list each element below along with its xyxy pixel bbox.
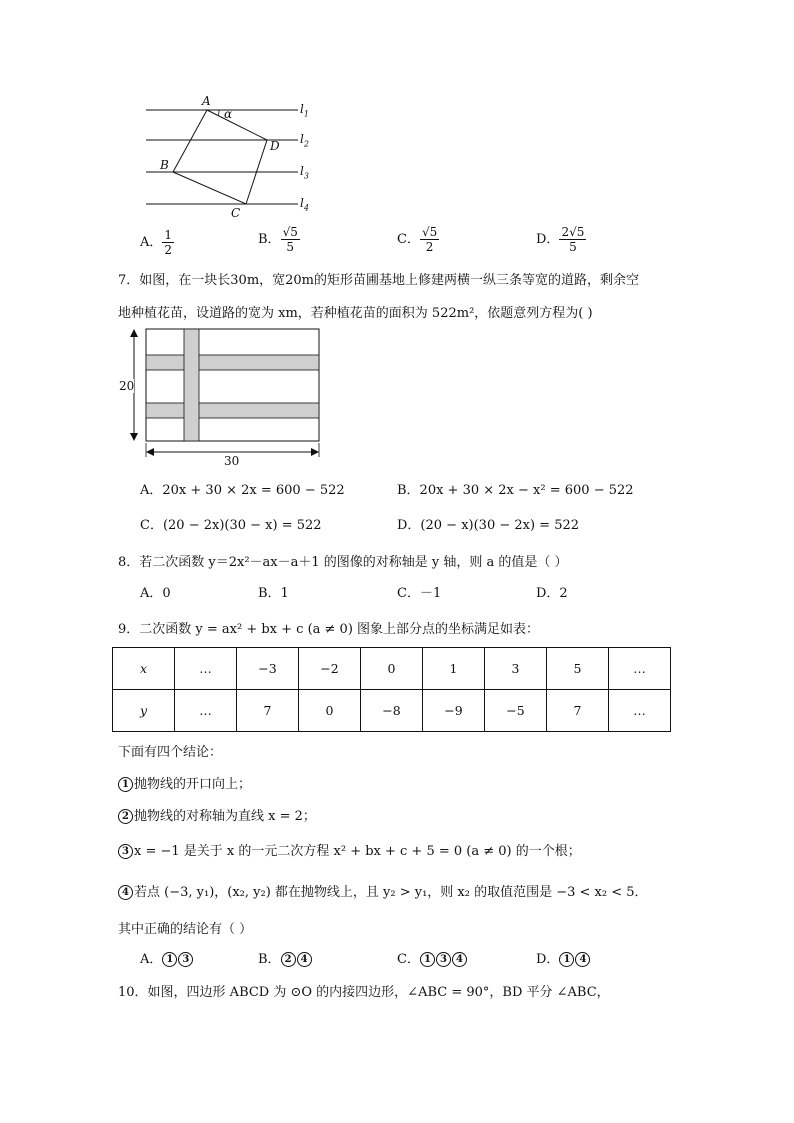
circled-number: 1 <box>118 777 133 792</box>
q6-option-d[interactable]: D． $\frac{2√5}{5}$ <box>536 225 585 254</box>
table-cell: 5 <box>547 648 609 690</box>
table-header-x: x <box>113 648 175 690</box>
field-rectangle <box>146 329 319 441</box>
q9-option-b[interactable]: B． 2 4 <box>258 948 313 967</box>
q9-option-d[interactable]: D． 1 4 <box>536 948 591 967</box>
point-b-label: B <box>160 158 169 172</box>
q9-conclusion-3: 3 x = −1 是关于 x 的一元二次方程 x² + bx + c + 5 = 0 (a ≠ 0) 的一个根； <box>118 840 581 859</box>
circled-number: 4 <box>118 885 133 900</box>
quadrilateral-abcd <box>173 110 267 204</box>
q7-stem-line2: 地种植花苗，设道路的宽为 xm，若种植花苗的面积为 522m²，依题意列方程为( ) <box>118 306 593 321</box>
q7-option-d[interactable]: D．(20 − x)(30 − 2x) = 522 <box>397 518 580 533</box>
table-row-y <box>113 690 671 732</box>
q7-height-label: 20 <box>119 379 135 393</box>
table-cell: … <box>609 648 671 690</box>
q6-option-a[interactable]: A． $\frac{1}{2}$ <box>140 228 173 257</box>
q8-option-a[interactable]: A．0 <box>140 586 171 601</box>
point-d-label: D <box>270 139 280 153</box>
q9-intro: 下面有四个结论： <box>118 745 223 760</box>
q9-conclusion-1: 1 抛物线的开口向上； <box>118 773 251 792</box>
q8-option-c[interactable]: C．－1 <box>397 586 442 601</box>
table-cell: 0 <box>299 690 361 732</box>
line-l2-label: $l_2$ <box>300 132 309 149</box>
q7-figure <box>118 325 328 465</box>
q7-width-label: 30 <box>224 454 240 468</box>
table-cell: −9 <box>423 690 485 732</box>
q7-option-c[interactable]: C．(20 − 2x)(30 − x) = 522 <box>140 518 322 533</box>
table-header-y: y <box>113 690 175 732</box>
circled-number: 3 <box>118 844 133 859</box>
circled-number: 2 <box>118 809 133 824</box>
angle-alpha-label: α <box>224 107 233 121</box>
table-cell: … <box>175 648 237 690</box>
q8-option-b[interactable]: B．1 <box>258 586 289 601</box>
line-l4-label: $l_4$ <box>300 196 309 213</box>
q9-conclusion-2: 2 抛物线的对称轴为直线 x = 2； <box>118 805 316 824</box>
line-l1-label: $l_1$ <box>300 102 309 119</box>
q9-option-c[interactable]: C． 1 3 4 <box>397 948 468 967</box>
q9-ask: 其中正确的结论有（ ） <box>118 922 253 937</box>
q7-stem-line1: 7．如图，在一块长30m，宽20m的矩形苗圃基地上修建两横一纵三条等宽的道路，剩余空 <box>118 273 640 288</box>
q8-option-d[interactable]: D．2 <box>536 586 568 601</box>
point-c-label: C <box>231 206 241 220</box>
table-cell: 7 <box>237 690 299 732</box>
q9-stem: 9．二次函数 y = ax² + bx + c (a ≠ 0) 图象上部分点的坐标满足如表： <box>118 622 540 637</box>
q7-option-a[interactable]: A．20x + 30 × 2x = 600 − 522 <box>140 483 345 498</box>
q8-stem: 8．若二次函数 y＝2x²－ax－a＋1 的图像的对称轴是 y 轴，则 a 的值是（ ） <box>118 555 568 570</box>
road-horizontal-1 <box>146 355 319 370</box>
q9-value-table <box>112 647 671 732</box>
table-cell: −3 <box>237 648 299 690</box>
table-cell: −8 <box>361 690 423 732</box>
table-cell: −2 <box>299 648 361 690</box>
table-cell: 1 <box>423 648 485 690</box>
line-l3-label: $l_3$ <box>300 164 309 181</box>
table-cell: 3 <box>485 648 547 690</box>
q6-option-b[interactable]: B． $\frac{√5}{5}$ <box>258 225 298 254</box>
point-a-label: A <box>202 94 211 108</box>
q6-option-c[interactable]: C． $\frac{√5}{2}$ <box>397 225 438 254</box>
table-cell: −5 <box>485 690 547 732</box>
road-vertical <box>184 329 199 441</box>
table-cell: 7 <box>547 690 609 732</box>
q9-option-a[interactable]: A． 1 3 <box>140 948 194 967</box>
table-cell: … <box>609 690 671 732</box>
road-horizontal-2 <box>146 403 319 418</box>
table-row-x <box>113 648 671 690</box>
q10-stem: 10．如图，四边形 ABCD 为 ⊙O 的内接四边形，∠ABC = 90°，BD 平分 ∠ABC， <box>118 985 610 1000</box>
q9-conclusion-4: 4 若点 (−3, y₁)，(x₂, y₂) 都在抛物线上，且 y₂ > y₁，则 x₂ 的取值范围是 −3 < x₂ < 5． <box>118 881 648 900</box>
table-cell: 0 <box>361 648 423 690</box>
angle-arc <box>218 110 219 116</box>
table-cell: … <box>175 690 237 732</box>
q7-option-b[interactable]: B．20x + 30 × 2x − x² = 600 − 522 <box>397 483 634 498</box>
